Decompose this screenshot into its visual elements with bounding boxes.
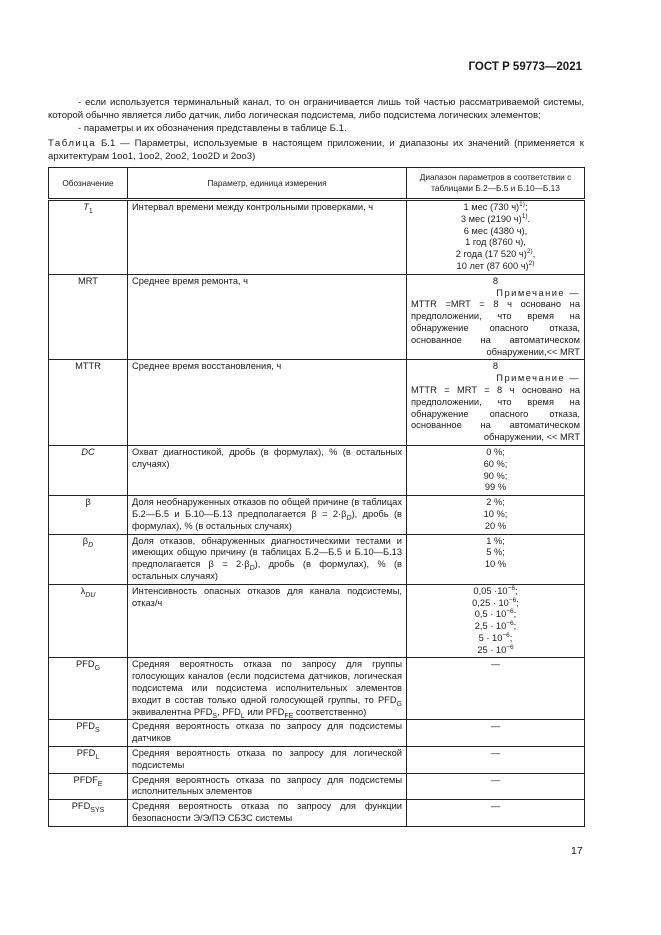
- table-row-beta-d: [49, 534, 585, 584]
- exponent: −6: [508, 596, 517, 604]
- range-value: 0 %;: [486, 446, 505, 457]
- sep: .: [527, 213, 531, 224]
- header-parameter: Параметр, единица измерения: [128, 168, 407, 200]
- table-row-pfds: [49, 720, 585, 747]
- param-cell: Интенсивность опасных отказов для канала подсистемы, отказ/ч: [128, 584, 407, 658]
- range-value: [411, 598, 580, 610]
- param-cell: Средняя вероятность отказа по запросу для функции безопасности Э/Э/ПЭ СБЗС системы: [128, 800, 407, 827]
- symbol-cell: [49, 800, 128, 827]
- param-cell: [128, 534, 407, 584]
- range-value: 6 мес (4380 ч),: [463, 225, 528, 236]
- range-value: [411, 202, 580, 214]
- sep: ;: [514, 585, 518, 596]
- range-text: 0,05 ·10: [473, 585, 508, 596]
- range-value: [411, 621, 580, 633]
- symbol-main: β: [82, 535, 89, 546]
- range-value: 1 %;: [486, 535, 505, 546]
- param-text: Доля отказов, обнаруженных диагностическими тестами и имеющих общую причину (в таблицах Б.2—Б.5 и Б.10—Б.13 предполагается β = 2·β: [132, 535, 402, 570]
- param-sub: FE: [284, 712, 294, 720]
- param-text: ), дробь (в формулах), % (в остальных случаях): [132, 559, 403, 581]
- header-symbol: Обозначение: [49, 168, 128, 200]
- sep: ;: [513, 609, 517, 620]
- header-range: Диапазон параметров в соответствии с таблицами Б.2—Б.5 и Б.10—Б.13: [407, 168, 585, 200]
- range-text: 2,5 · 10: [474, 621, 507, 632]
- param-text: , PFD: [217, 706, 241, 717]
- symbol-sub: G: [94, 665, 101, 673]
- symbol-cell: β: [49, 496, 128, 534]
- symbol-main: PFD: [76, 721, 95, 732]
- range-value: [411, 586, 580, 598]
- range-cell: [407, 496, 585, 534]
- symbol-sub: L: [95, 753, 100, 761]
- param-cell: [128, 496, 407, 534]
- range-cell: [407, 200, 585, 275]
- range-cell: [407, 534, 585, 584]
- range-value: [411, 633, 580, 645]
- range-text: 5 · 10: [478, 632, 503, 643]
- exponent: −6: [506, 608, 514, 616]
- intro-text: [48, 96, 584, 135]
- range-text: 2 года (17 520 ч): [455, 249, 527, 260]
- range-value: 1 год (8760 ч),: [465, 237, 526, 248]
- symbol-main: T: [83, 202, 89, 212]
- symbol-cell: [49, 747, 128, 774]
- range-cell: —: [407, 773, 585, 800]
- range-value: 10 %: [484, 559, 507, 570]
- range-value: 90 %;: [483, 470, 508, 481]
- sep: ;: [509, 632, 513, 643]
- param-sub: G: [396, 700, 402, 708]
- param-cell: [128, 658, 407, 720]
- symbol-cell: [49, 720, 128, 747]
- param-sub: D: [346, 514, 352, 522]
- symbol-main: DC: [81, 446, 95, 457]
- range-text: 1 мес (730 ч): [463, 202, 520, 212]
- symbol-main: PFD: [76, 748, 96, 759]
- parameters-table: [48, 167, 585, 827]
- symbol-cell: [49, 658, 128, 720]
- range-text: 0,5 · 10: [474, 609, 507, 620]
- footnote-ref: 2): [528, 259, 535, 267]
- footnote-ref: 1): [519, 200, 525, 208]
- exponent: −6: [507, 584, 515, 592]
- range-value: 8: [492, 361, 499, 372]
- symbol-main: PFD: [75, 659, 95, 670]
- caption-text: Б.1 — Параметры, используемые в настоящем приложении, и диапазоны их значений (применяется к архитектурам 1oo1, 1oo2, 2oo2, 1oo2D и 2oo3): [48, 138, 584, 162]
- param-sub: S: [212, 712, 218, 720]
- note-label: Примечание —: [496, 373, 580, 384]
- param-text: соответственно): [293, 706, 367, 717]
- range-value: 10 %;: [483, 508, 508, 519]
- param-cell: Интервал времени между контрольными проверками, ч: [128, 200, 407, 275]
- param-text: эквивалентна PFD: [132, 706, 213, 717]
- intro-line-2: - параметры и их обозначения представлены в таблице Б.1.: [78, 123, 347, 134]
- table-row-mrt: [49, 274, 585, 360]
- exponent: −6: [506, 643, 514, 651]
- symbol-sub: DU: [85, 591, 96, 599]
- intro-line-1: - если используется терминальный канал, то он ограничивается лишь той частью рассматриваемой системы, которой обычно является либо датчик, либо логическая подсистема, либо подсистема логических элементов;: [48, 97, 584, 121]
- sep: ;: [516, 597, 519, 608]
- range-cell: [407, 274, 585, 360]
- range-text: 3 мес (2190 ч): [460, 213, 522, 224]
- symbol-sub: D: [88, 541, 94, 549]
- range-value: [411, 645, 580, 657]
- range-value: [411, 261, 580, 273]
- param-sub: L: [240, 712, 245, 720]
- table-row-t1: [49, 200, 585, 275]
- exponent: −6: [502, 631, 510, 639]
- sep: ,: [532, 249, 536, 260]
- table-row-pfdsys: [49, 800, 585, 827]
- range-text: 0,25 · 10: [472, 597, 509, 608]
- table-row-pfdg: [49, 658, 585, 720]
- range-cell: —: [407, 800, 585, 827]
- sep: ;: [524, 202, 528, 212]
- param-text: ), дробь (в формулах), % (в остальных случаях): [132, 508, 402, 531]
- symbol-main: λ: [80, 585, 86, 596]
- footnote-ref: 2): [526, 248, 533, 256]
- symbol-cell: MRT: [49, 274, 128, 360]
- param-cell: Среднее время ремонта, ч: [128, 274, 407, 360]
- symbol-cell: [49, 584, 128, 658]
- range-value: 2 %;: [486, 497, 505, 508]
- sep: ;: [513, 621, 517, 632]
- symbol-main: PFD: [71, 801, 91, 812]
- symbol-main: PFDF: [73, 774, 98, 785]
- range-cell: —: [407, 747, 585, 774]
- range-value: [411, 609, 580, 621]
- range-text: 25 · 10: [477, 644, 507, 655]
- range-cell: —: [407, 720, 585, 747]
- param-cell: Средняя вероятность отказа по запросу для логической подсистемы: [128, 747, 407, 774]
- table-header-row: [49, 168, 585, 200]
- range-value: [411, 249, 580, 261]
- symbol-cell: MTTR: [49, 360, 128, 446]
- symbol-sub: E: [97, 780, 103, 788]
- table-row-beta: [49, 496, 585, 534]
- param-cell: Охват диагностикой, дробь (в формулах), % (в остальных случаях): [128, 445, 407, 495]
- symbol-cell: [49, 773, 128, 800]
- range-cell: [407, 445, 585, 495]
- footnote-ref: 1): [521, 212, 528, 220]
- param-cell: Среднее время восстановления, ч: [128, 360, 407, 446]
- range-cell: [407, 584, 585, 658]
- param-text: Средняя вероятность отказа по запросу для группы голосующих каналов (если подсистема датчиков, логическая подсистема или подсистема исполнительных элементов входит в состав только одной голосующей группы, то PFD: [132, 659, 402, 705]
- param-cell: Средняя вероятность отказа по запросу для подсистемы датчиков: [128, 720, 407, 747]
- param-text: Доля необнаруженных отказов по общей причине (в таблицах Б.2—Б.5 и Б.10—Б.13 предполагается β = 2·β: [132, 497, 402, 519]
- range-value: [411, 214, 580, 226]
- range-value: 20 %: [484, 520, 507, 531]
- caption-label: Таблица: [48, 138, 97, 149]
- range-value: 8: [492, 275, 499, 286]
- table-row-pfdfe: [49, 773, 585, 800]
- note-label: Примечание —: [496, 287, 580, 298]
- symbol-cell: [49, 534, 128, 584]
- param-text: или PFD: [244, 706, 285, 717]
- symbol-cell: [49, 200, 128, 275]
- table-row-pfdl: [49, 747, 585, 774]
- note-text: MTTR =MRT = 8 ч основано на предположении, что время на обнаружение опасного отказа, основанное на автоматическом обнаружении,<< MRT: [411, 299, 580, 357]
- symbol-cell: [49, 445, 128, 495]
- table-row-dc: [49, 445, 585, 495]
- range-text: 10 лет (87 600 ч): [456, 260, 529, 271]
- param-cell: Средняя вероятность отказа по запросу для подсистемы исполнительных элементов: [128, 773, 407, 800]
- exponent: −6: [506, 620, 514, 627]
- param-sub: D: [249, 564, 255, 572]
- table-row-mttr: [49, 360, 585, 446]
- range-cell: —: [407, 658, 585, 720]
- range-value: 99 %: [484, 482, 507, 493]
- range-cell: [407, 360, 585, 446]
- range-value: 5 %;: [486, 547, 505, 558]
- symbol-sub: 1: [88, 207, 93, 215]
- note-text: MTTR = MRT = 8 ч основано на предположении, что время на обнаружение опасного отказа, основанное на автоматическом обнаружении, << MRT: [411, 384, 580, 443]
- table-caption: [48, 137, 584, 163]
- table-row-lambda: [49, 584, 585, 658]
- range-value: 60 %;: [483, 458, 508, 469]
- symbol-sub: S: [94, 727, 100, 735]
- page-number: 17: [571, 845, 583, 857]
- symbol-sub: SYS: [90, 807, 105, 815]
- document-header: ГОСТ Р 59773—2021: [468, 61, 582, 73]
